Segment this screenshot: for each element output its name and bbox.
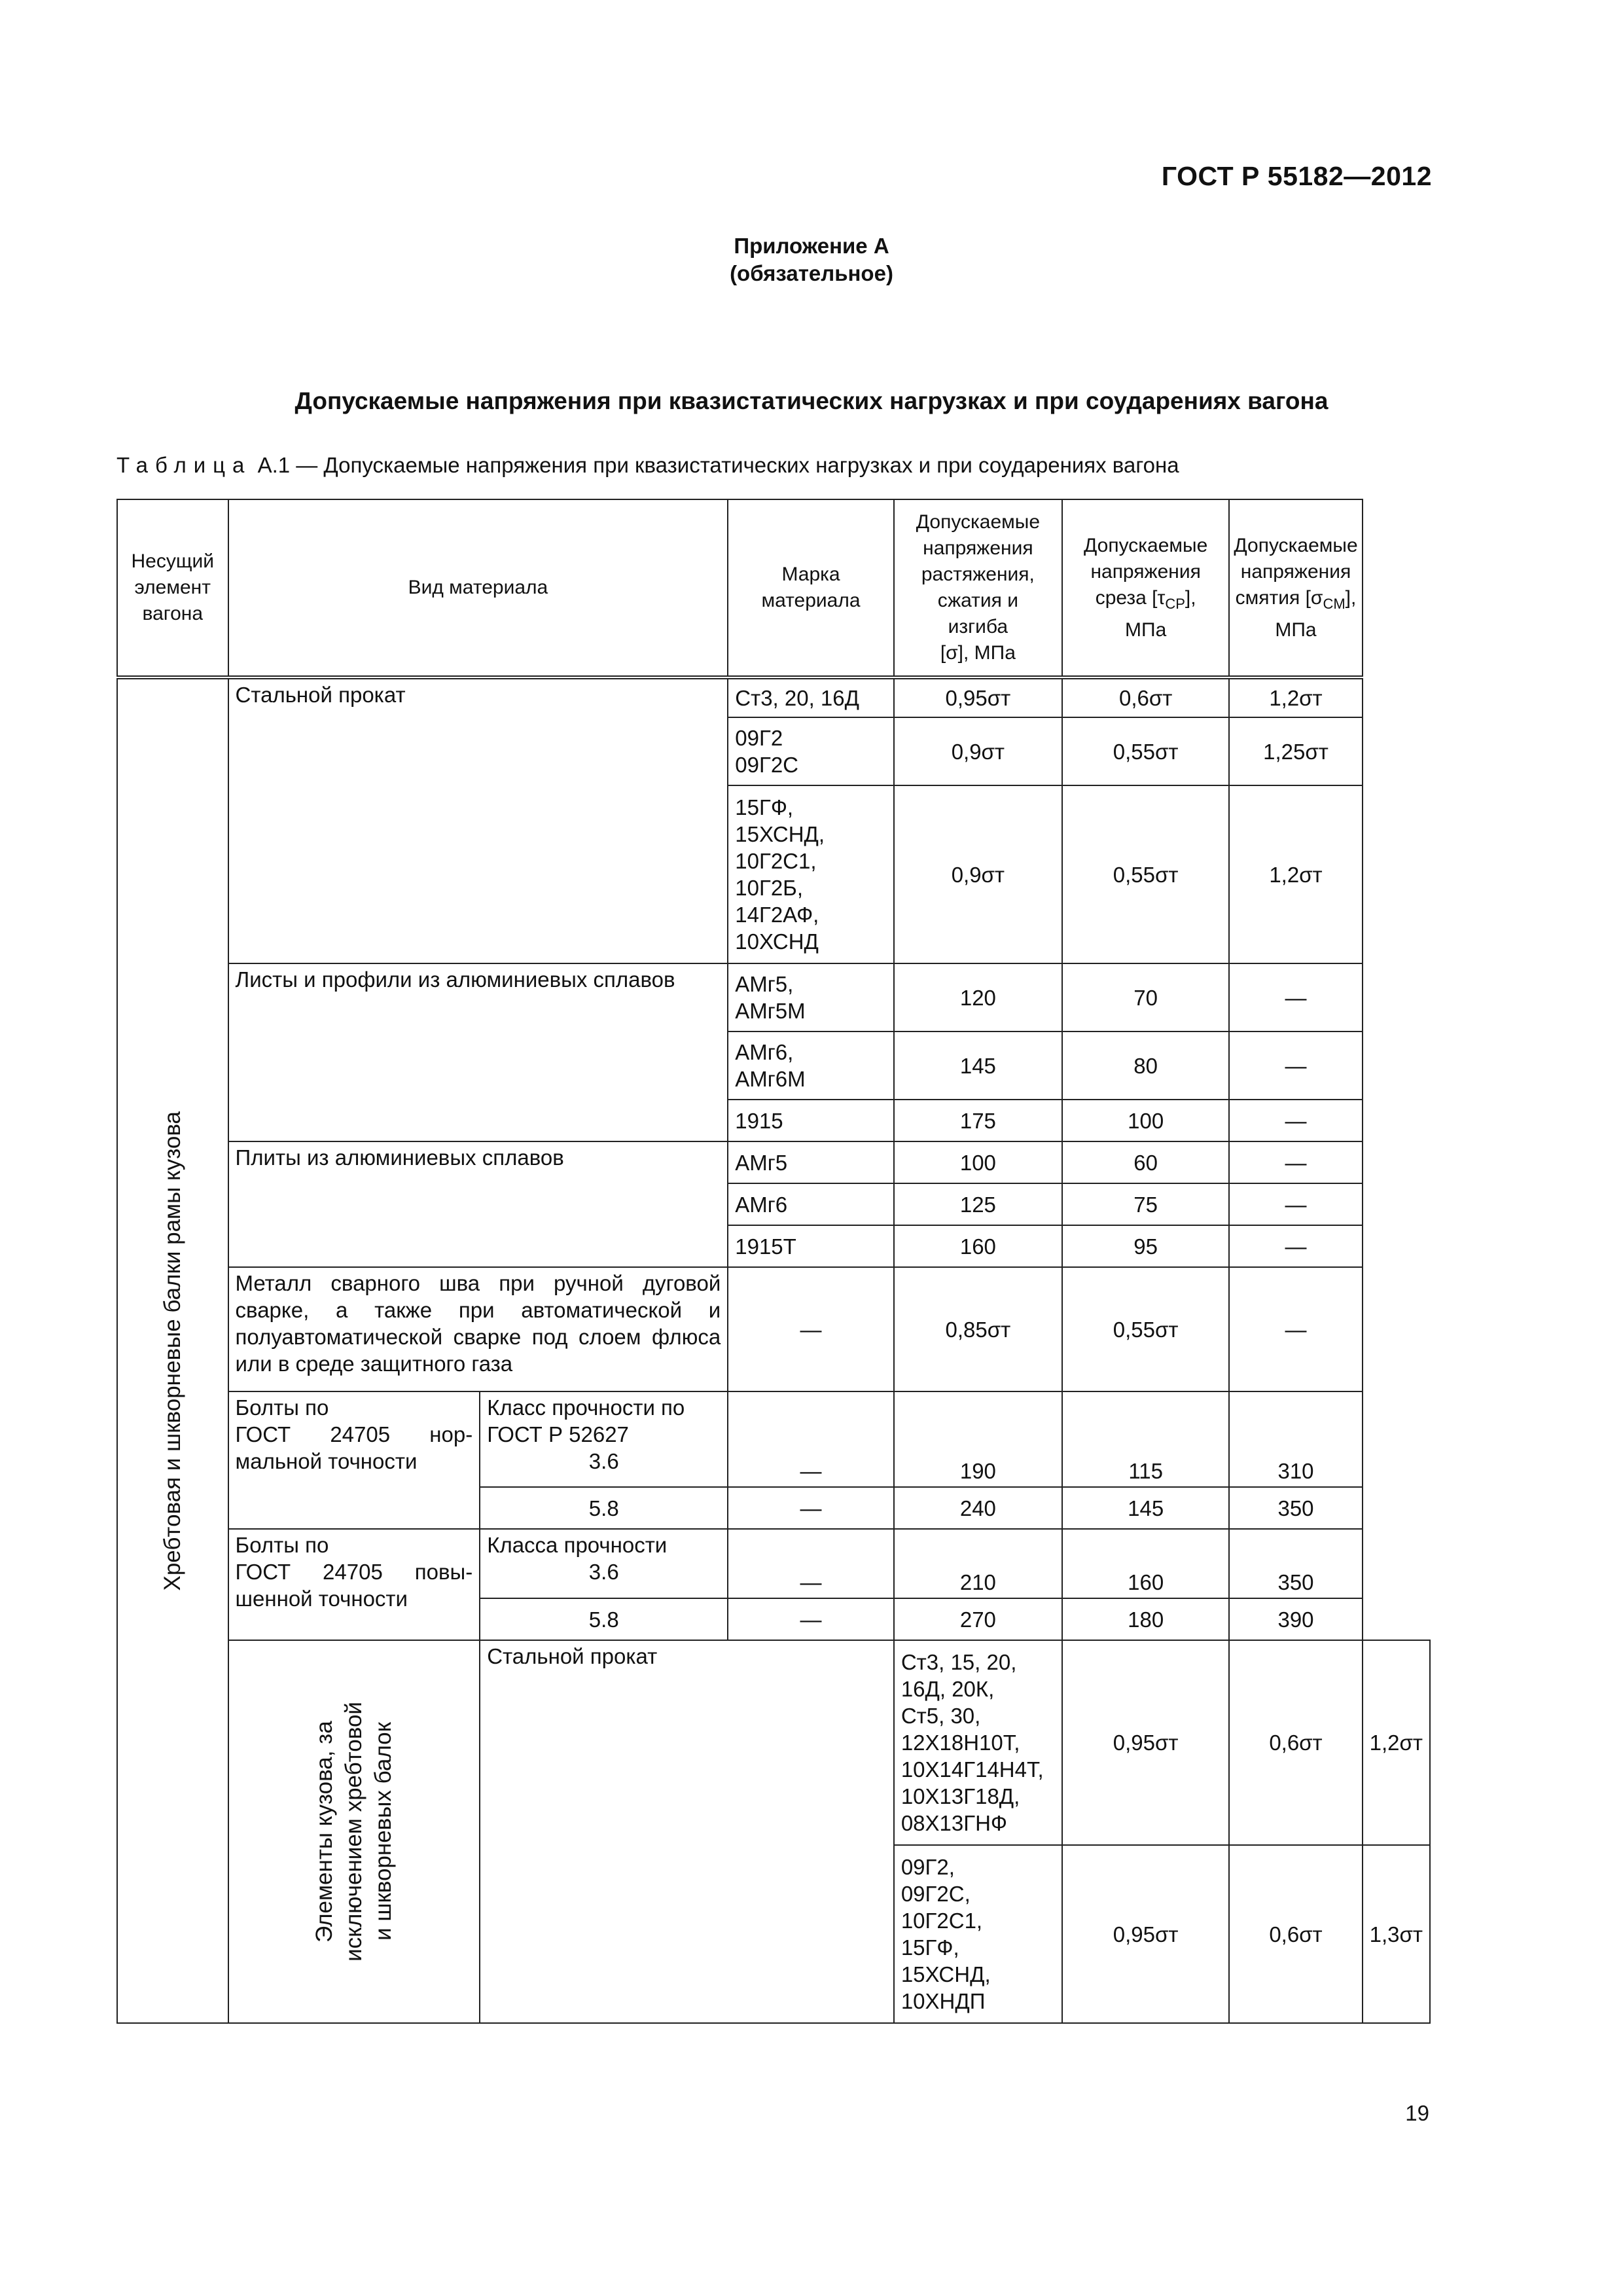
material-al-sheets: Листы и профили из алюминиевых сплавов — [228, 963, 728, 1141]
tau-cell: 70 — [1062, 963, 1229, 1031]
cm-cell: 350 — [1229, 1487, 1362, 1529]
sigma-cell: 240 — [894, 1487, 1062, 1529]
sigma-cell: 0,95σт — [894, 677, 1062, 717]
sigma-cell: 0,85σт — [894, 1267, 1062, 1391]
tau-cell: 0,55σт — [1062, 717, 1229, 785]
sigma-cell: 0,9σт — [894, 785, 1062, 963]
cm-cell: 1,2σт — [1229, 785, 1362, 963]
annex-heading — [0, 232, 1623, 287]
cm-cell: 1,2σт — [1363, 1640, 1430, 1845]
cm-cell: 350 — [1229, 1529, 1362, 1598]
tau-cell: 100 — [1062, 1100, 1229, 1141]
grade-cell: АМг5, АМг5М — [728, 963, 894, 1031]
sigma-cell: 120 — [894, 963, 1062, 1031]
grade-cell: 1915 — [728, 1100, 894, 1141]
table-caption-text: А.1 — Допускаемые напряжения при квазистатических нагрузках и при соударениях вагона — [257, 453, 1179, 477]
sigma-cell: 125 — [894, 1183, 1062, 1225]
table-row — [117, 1529, 1430, 1598]
cm-cell: 310 — [1229, 1391, 1362, 1487]
material-steel-body: Стальной прокат — [480, 1640, 894, 2023]
table-row — [117, 1391, 1430, 1487]
sigma-cell: 0,95σт — [1062, 1845, 1229, 2023]
bolt-class-cell: 5.8 — [480, 1487, 728, 1529]
grade-cell: 15ГФ, 15ХСНД, 10Г2С1, 10Г2Б, 14Г2АФ, 10ХСНД — [728, 785, 894, 963]
tau-cell: 80 — [1062, 1031, 1229, 1100]
cm-cell: — — [1229, 1100, 1362, 1141]
tau-cell: 0,55σт — [1062, 785, 1229, 963]
section-title: Допускаемые напряжения при квазистатических нагрузках и при соударениях вагона — [294, 387, 1329, 414]
tau-cell: 60 — [1062, 1141, 1229, 1183]
tau-cell: 180 — [1062, 1598, 1229, 1640]
cm-cell: 1,25σт — [1229, 717, 1362, 785]
cm-cell: — — [1229, 1141, 1362, 1183]
grade-cell: — — [728, 1529, 894, 1598]
sigma-cell: 190 — [894, 1391, 1062, 1487]
material-bolts-precise: Болты по ГОСТ 24705 повы- шенной точности — [228, 1529, 480, 1640]
header-bearing: Допускаемые напряжения смятия $[\sigma_{CM}]$, МПа — [1229, 499, 1362, 677]
grade-cell: Ст3, 15, 20, 16Д, 20К, Ст5, 30, 12Х18Н10Т, 10Х14Г14Н4Т, 10Х13Г18Д, 08Х13ГНФ — [894, 1640, 1062, 1845]
bolt-class-cell: Класса прочности 3.6 — [480, 1529, 728, 1598]
page-number: 19 — [1405, 2101, 1429, 2125]
allowable-stress-table — [116, 499, 1431, 2024]
tau-cell: 0,55σт — [1062, 1267, 1229, 1391]
grade-cell: АМг5 — [728, 1141, 894, 1183]
bolt-class-cell: 5.8 — [480, 1598, 728, 1640]
grade-cell: — — [728, 1487, 894, 1529]
annex-status: (обязательное) — [730, 261, 893, 285]
sigma-cell: 0,9σт — [894, 717, 1062, 785]
header-material-type: Вид материала — [228, 499, 728, 677]
header-grade: Марка материала — [728, 499, 894, 677]
sigma-cell: 0,95σт — [1062, 1640, 1229, 1845]
sigma-cell: 175 — [894, 1100, 1062, 1141]
cm-cell: — — [1229, 1183, 1362, 1225]
tau-cell: 75 — [1062, 1183, 1229, 1225]
table-row — [117, 1141, 1430, 1183]
group-label-body-elements: Элементы кузова, за исключением хребтовой и шкворневых балок — [228, 1640, 480, 2023]
cm-cell: 1,3σт — [1363, 1845, 1430, 2023]
sigma-cell: 210 — [894, 1529, 1062, 1598]
table-caption-label: Таблица — [116, 453, 252, 477]
grade-cell: — — [728, 1598, 894, 1640]
table-row — [117, 1640, 1430, 1845]
header-element: Несущий элемент вагона — [117, 499, 228, 677]
material-steel: Стальной прокат — [228, 677, 728, 963]
sigma-cell: 160 — [894, 1225, 1062, 1267]
material-weld: Металл сварного шва при ручной дуговой сварке, а также при автоматической и полуавтоматической сварке под слоем флюса или в среде защитного газа — [228, 1267, 728, 1391]
bolt-class-cell: Класс прочности по ГОСТ Р 52627 3.6 — [480, 1391, 728, 1487]
grade-cell: Ст3, 20, 16Д — [728, 677, 894, 717]
grade-cell: АМг6 — [728, 1183, 894, 1225]
grade-cell: 09Г2 09Г2С — [728, 717, 894, 785]
table-caption — [116, 453, 1179, 478]
tau-cell: 160 — [1062, 1529, 1229, 1598]
material-al-plates: Плиты из алюминиевых сплавов — [228, 1141, 728, 1267]
tau-cell: 115 — [1062, 1391, 1229, 1487]
cm-cell: — — [1229, 1225, 1362, 1267]
sigma-cell: 270 — [894, 1598, 1062, 1640]
table-header-row — [117, 499, 1430, 677]
table-row — [117, 677, 1430, 717]
grade-cell: — — [728, 1391, 894, 1487]
sigma-cell: 100 — [894, 1141, 1062, 1183]
cm-cell: — — [1229, 963, 1362, 1031]
cm-cell: 1,2σт — [1229, 677, 1362, 717]
cm-cell: — — [1229, 1267, 1362, 1391]
grade-cell: — — [728, 1267, 894, 1391]
grade-cell: АМг6, АМг6М — [728, 1031, 894, 1100]
sigma-cell: 145 — [894, 1031, 1062, 1100]
annex-title: Приложение А — [734, 234, 889, 258]
material-bolts-normal: Болты по ГОСТ 24705 нор- мальной точности — [228, 1391, 480, 1529]
header-shear: Допускаемые напряжения среза $[\tau_{CP}]$, МПа — [1062, 499, 1229, 677]
header-tension: Допускаемые напряжения растяжения, сжатия и изгиба [σ], МПа — [894, 499, 1062, 677]
grade-cell: 09Г2, 09Г2С, 10Г2С1, 15ГФ, 15ХСНД, 10ХНДП — [894, 1845, 1062, 2023]
tau-cell: 0,6σт — [1062, 677, 1229, 717]
tau-cell: 0,6σт — [1229, 1845, 1362, 2023]
tau-cell: 0,6σт — [1229, 1640, 1362, 1845]
document-code: ГОСТ Р 55182—2012 — [1161, 161, 1432, 191]
cm-cell: — — [1229, 1031, 1362, 1100]
group-label-main-beams: Хребтовая и шкворневые балки рамы кузова — [117, 677, 228, 2023]
grade-cell: 1915Т — [728, 1225, 894, 1267]
table-row — [117, 963, 1430, 1031]
cm-cell: 390 — [1229, 1598, 1362, 1640]
tau-cell: 95 — [1062, 1225, 1229, 1267]
tau-cell: 145 — [1062, 1487, 1229, 1529]
table-row — [117, 1267, 1430, 1391]
